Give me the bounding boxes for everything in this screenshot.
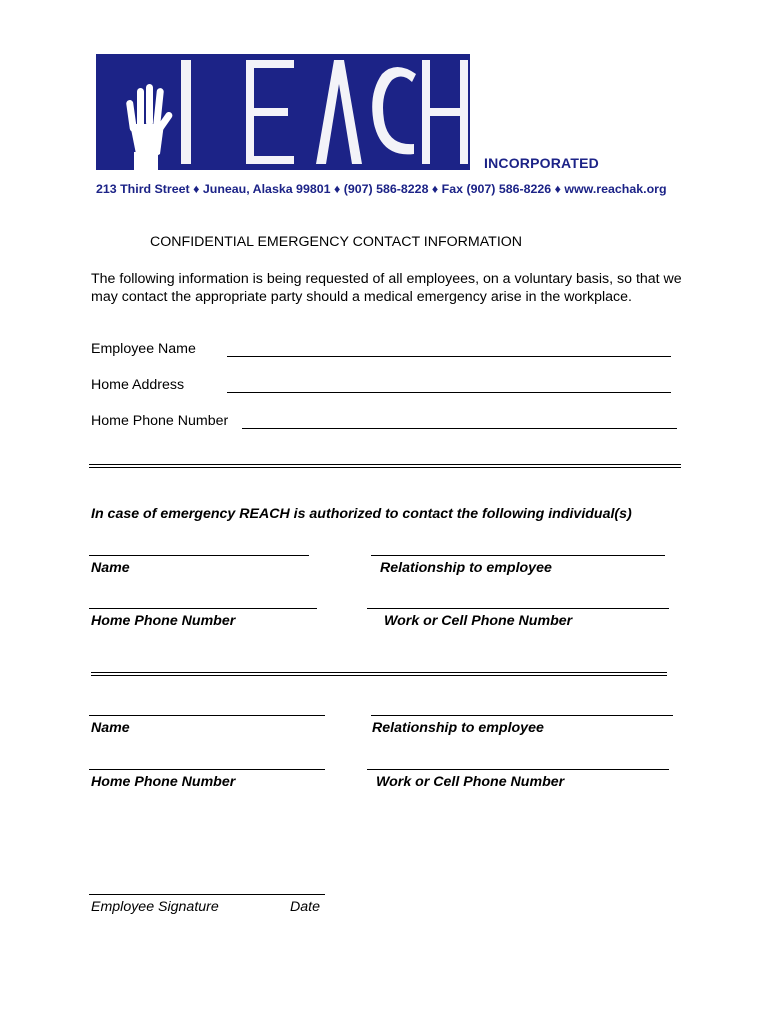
logo-letter-cutouts [181,60,468,164]
form-title: CONFIDENTIAL EMERGENCY CONTACT INFORMATION [150,234,523,250]
contact2-home-phone-label: Home Phone Number [91,774,236,790]
date-label: Date [290,899,320,915]
signature-field[interactable] [89,894,325,895]
reach-logo-art [96,54,470,170]
contact1-work-phone-field[interactable] [367,608,669,609]
contact2-name-label: Name [91,720,130,736]
contact2-relationship-label: Relationship to employee [372,720,544,736]
emergency-heading: In case of emergency REACH is authorized to contact the following individual(s) [91,506,632,522]
contact1-relationship-field[interactable] [371,555,665,556]
contact2-home-phone-field[interactable] [89,769,325,770]
address-line: 213 Third Street ♦ Juneau, Alaska 99801 ♦ (907) 586-8228 ♦ Fax (907) 586-8226 ♦ www.reachak.org [96,182,667,196]
hand-icon [126,84,174,170]
contact1-home-phone-field[interactable] [89,608,317,609]
contact1-name-field[interactable] [89,555,309,556]
employee-name-field[interactable] [227,356,671,357]
employee-signature-label: Employee Signature [91,899,219,915]
home-phone-label: Home Phone Number [91,413,229,429]
contact1-work-phone-label: Work or Cell Phone Number [384,613,573,629]
contact2-work-phone-label: Work or Cell Phone Number [376,774,565,790]
employee-name-label: Employee Name [91,341,196,357]
logo-text: REACH [282,151,290,153]
contact-divider [91,672,667,676]
intro-paragraph: The following information is being requested of all employees, on a voluntary basis, so that we may contact the appropriate party should a medical emergency arise in the workplace. [91,271,682,305]
incorporated-label: INCORPORATED [484,155,599,171]
contact1-home-phone-label: Home Phone Number [91,613,236,629]
contact2-work-phone-field[interactable] [367,769,669,770]
home-phone-field[interactable] [242,428,677,429]
section-divider [89,464,681,468]
contact1-relationship-label: Relationship to employee [380,560,552,576]
contact2-relationship-field[interactable] [371,715,673,716]
home-address-label: Home Address [91,377,185,393]
contact2-name-field[interactable] [89,715,325,716]
home-address-field[interactable] [227,392,671,393]
contact1-name-label: Name [91,560,130,576]
